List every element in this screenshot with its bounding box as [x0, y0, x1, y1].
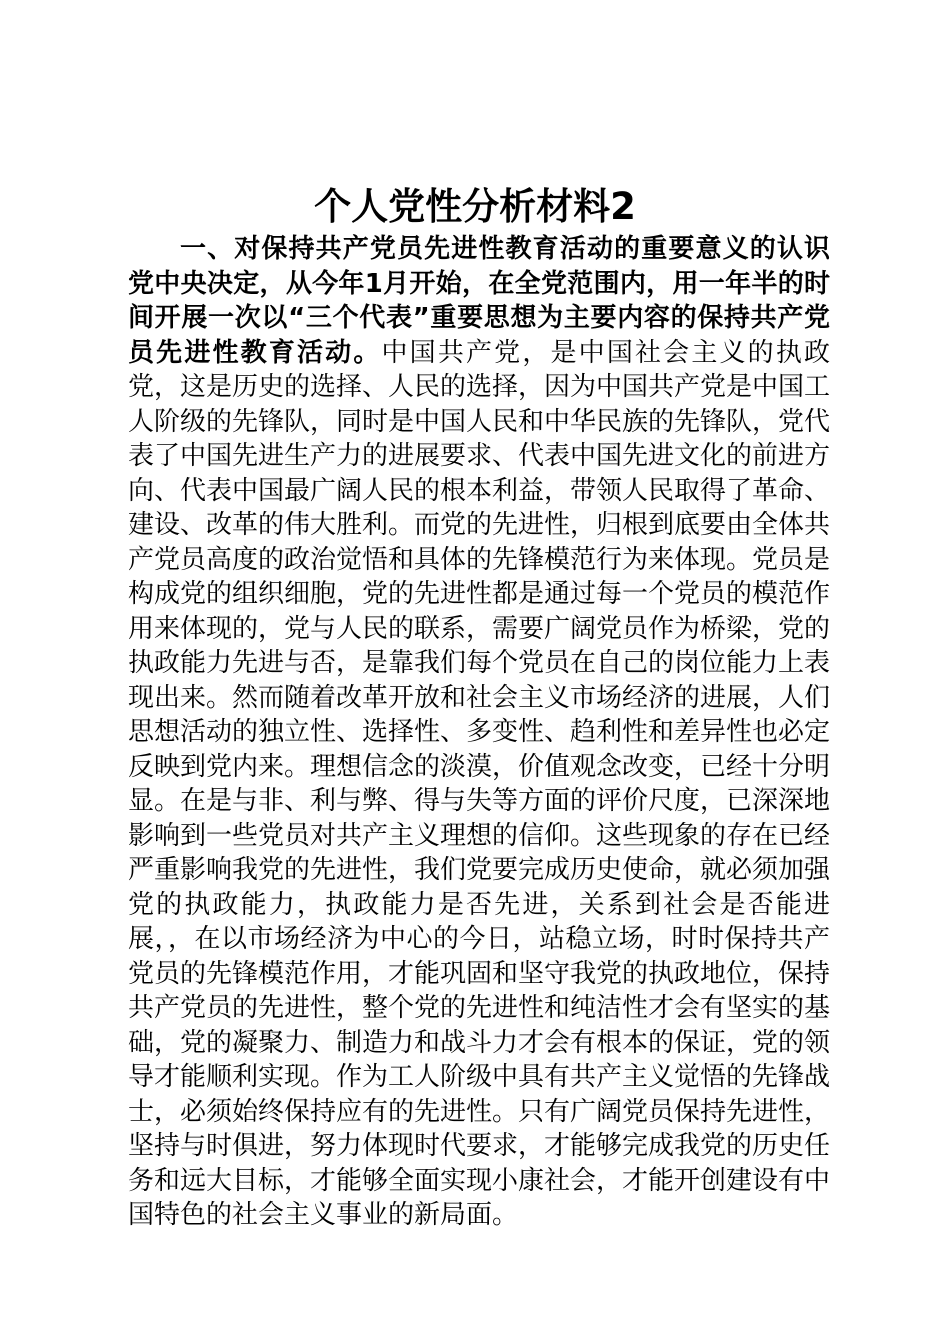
- section-heading: 一、对保持共产党员先进性教育活动的重要意义的认识: [180, 234, 830, 264]
- lead-sentence: 党中央决定，从今年1月开始，在全党范围内，用一年半的时间开展一次以“三个代表”重要思想为主要内容的保持共产党员先进性教育活动。: [128, 268, 830, 368]
- body-text: 中国共产党，是中国社会主义的执政党，这是历史的选择、人民的选择，因为中国共产党是中国工人阶级的先锋队，同时是中国人民和中华民族的先锋队，党代表了中国先进生产力的进展要求、代表中国先进文化的前进方向、代表中国最广阔人民的根本利益，带领人民取得了革命、建设、改革的伟大胜利。而党的先进性，归根到底要由全体共产党员高度的政治觉悟和具体的先锋模范行为来体现。党员是构成党的组织细胞，党的先进性都是通过每一个党员的模范作用来体现的，党与人民的联系，需要广阔党员作为桥梁，党的执政能力先进与否，是靠我们每个党员在自己的岗位能力上表现出来。然而随着改革开放和社会主义市场经济的进展，人们思想活动的独立性、选择性、多变性、趋利性和差异性也必定反映到党内来。理想信念的淡漠，价值观念改变，已经十分明显。在是与非、利与弊、得与失等方面的评价尺度，已深深地影响到一些党员对共产主义理想的信仰。这些现象的存在已经严重影响我党的先进性，我们党要完成历史使命，就必须加强党的执政能力，执政能力是否先进，关系到社会是否能进展，，在以市场经济为中心的今日，站稳立场，时时保持共产党员的先锋模范作用，才能巩固和坚守我党的执政地位，保持共产党员的先进性，整个党的先进性和纯洁性才会有坚实的基础，党的凝聚力、制造力和战斗力才会有根本的保证，党的领导才能顺利实现。作为工人阶级中具有共产主义觉悟的先锋战士，必须始终保持应有的先进性。只有广阔党员保持先进性，坚持与时俱进，努力体现时代要求，才能够完成我党的历史任务和远大目标，才能够全面实现小康社会，才能开创建设有中国特色的社会主义事业的新局面。: [128, 337, 831, 1230]
- document-title: 个人党性分析材料2: [314, 185, 636, 228]
- body-paragraph: [128, 232, 830, 1233]
